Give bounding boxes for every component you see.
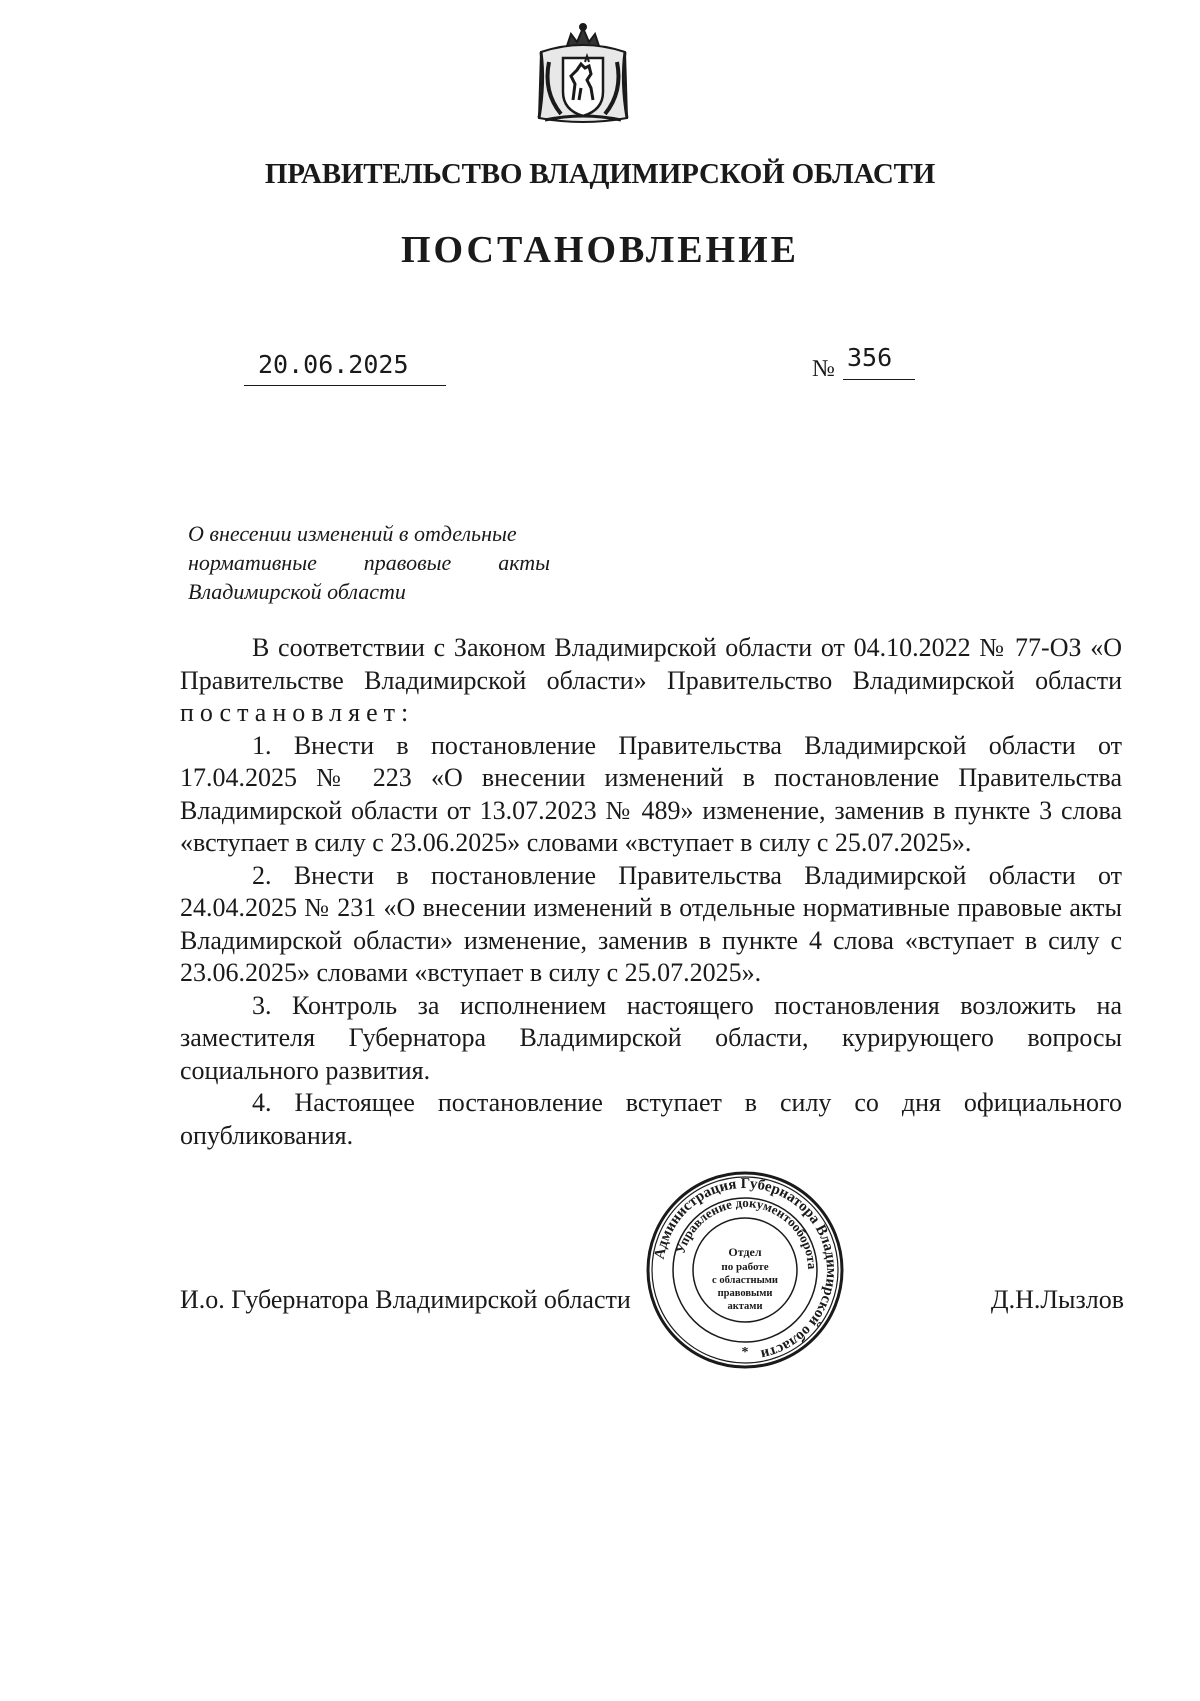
seal-center-line-4: правовыми [717,1288,773,1299]
subject-line-3: Владимирской области [188,579,406,604]
seal-center-line-2: по работе [721,1261,769,1273]
number-sign: № [812,356,835,382]
coat-of-arms-icon [531,22,635,128]
seal-center-line-1: Отдел [728,1245,762,1259]
seal-inner-path: Управление документооборота [672,1194,821,1270]
document-type-title: ПОСТАНОВЛЕНИЕ [400,229,800,271]
seal-center-line-3: с областными [712,1275,778,1286]
seal-star: * [741,1345,749,1360]
preamble-paragraph [180,632,1122,730]
item-3: 3. Контроль за исполнением настоящего постановления возложить на заместителя Губернатора Владимирской области, курирующего вопросы социального развития. [180,990,1122,1085]
government-title: ПРАВИТЕЛЬСТВО ВЛАДИМИРСКОЙ ОБЛАСТИ [264,158,936,190]
document-subject [188,519,550,606]
signatory-name: Д.Н.Лызлов [990,1285,1124,1314]
document-number: 356 [843,344,915,380]
preamble-colon: : [401,698,409,727]
preamble-text: В соответствии с Законом Владимирской области от 04.10.2022 № 77-ОЗ «О Правительстве Владимирской области» Правительство Владимирской области [180,633,1122,695]
seal-center-line-5: актами [727,1301,763,1312]
item-4: 4. Настоящее постановление вступает в силу со дня официального опубликования. [180,1088,1122,1150]
item-2: 2. Внести в постановление Правительства Владимирской области от 24.04.2025 № 231 «О внесении изменений в отдельные нормативные правовые акты Владимирской области» изменение, заменив в пункте 4 слова «вступает в силу с 23.06.2025» словами «вступает в силу с 25.07.2025». [180,860,1122,987]
subject-line-1: О внесении изменений в отдельные [188,521,517,546]
signatory-position: И.о. Губернатора Владимирской области [180,1285,631,1314]
seal-outer-path: Администрация Губернатора Владимирской области [651,1175,840,1363]
official-seal [645,1170,845,1370]
document-date: 20.06.2025 [244,350,446,386]
subject-line-2: нормативные правовые акты [188,550,550,575]
resolves-word: постановляет [180,698,402,727]
item-1: 1. Внести в постановление Правительства Владимирской области от 17.04.2025 № 223 «О внесении изменений в постановление Правительства Владимирской области от 13.07.2023 № 489» изменение, заменив в пункте 3 слова «вступает в силу с 23.06.2025» словами «вступает в силу с 25.07.2025». [180,730,1122,857]
document-body [180,632,1122,1152]
